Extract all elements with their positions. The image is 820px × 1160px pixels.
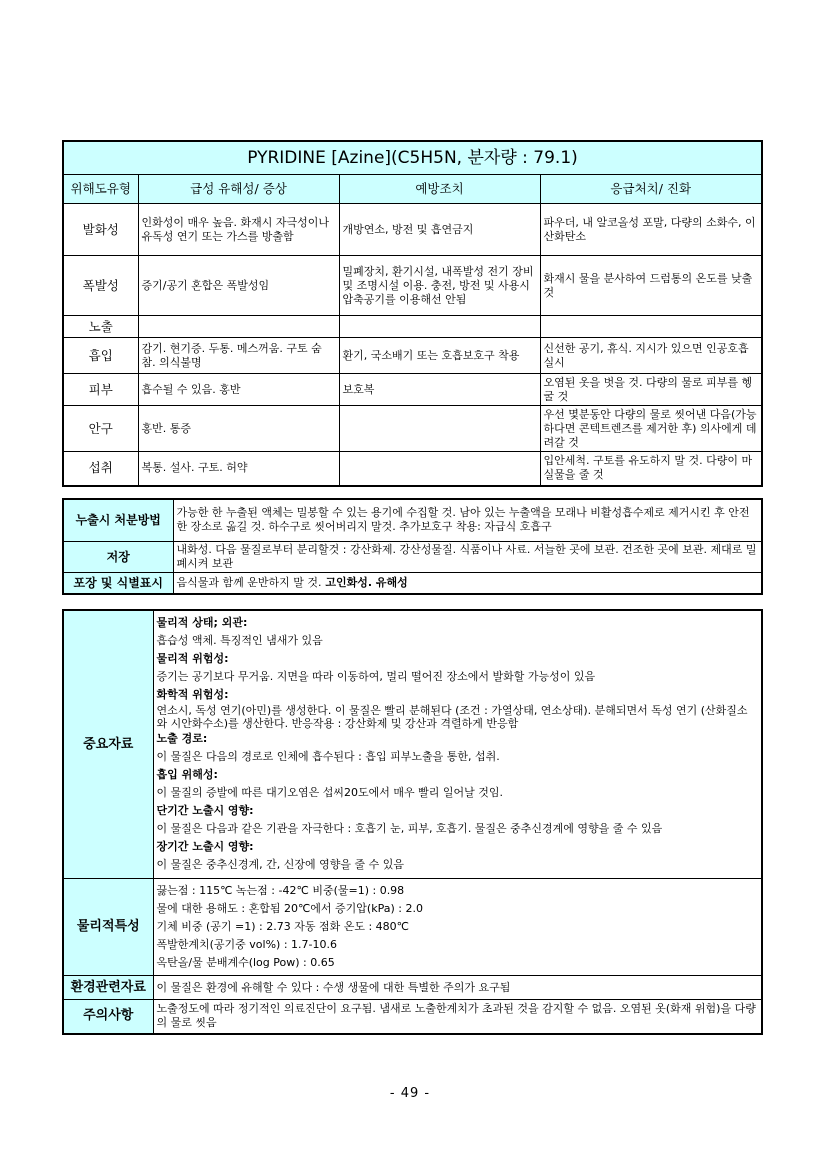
- row-symptom: 증기/공기 혼합은 폭발성임: [138, 256, 339, 316]
- long-term-text: 이 물질은 중추신경계, 간, 신장에 영향을 줄 수 있음: [156, 858, 404, 871]
- table-row: [63, 572, 762, 594]
- row-symptom: 복통. 설사. 구토. 허약: [138, 452, 339, 486]
- packaging-text-plain: 음식물과 함께 운반하지 말 것.: [176, 575, 322, 589]
- table-row: [63, 374, 762, 406]
- chemical-hazard-text: 연소시, 독성 연기(아민)를 생성한다. 이 물질은 빨리 분해된다 (조건 : 가열상태, 연소상태). 분해되면서 독성 연기 (산화질소와 시안화수소)를 생산한다. 반응작용 : 강산화제 및 강산과 격렬하게 반응함: [156, 704, 748, 730]
- packaging-text: [173, 572, 762, 594]
- row-category: 안구: [63, 406, 138, 452]
- packaging-label: 포장 및 식별표시: [63, 572, 173, 594]
- physical-properties-label: 물리적특성: [63, 879, 153, 976]
- row-firstaid: 우선 몇분동안 다량의 물로 씻어낸 다음(가능하다면 콘텍트렌즈를 제거한 후) 의사에게 데려갈 것: [540, 406, 762, 452]
- table-row: [63, 452, 762, 486]
- property-line: 물에 대한 용해도 : 혼합됨 20℃에서 증기압(kPa) : 2.0: [156, 902, 423, 915]
- physical-hazard-text: 증기는 공기보다 무거움. 지면을 따라 이동하여, 멀리 떨어진 장소에서 발화할 가능성이 있음: [156, 670, 596, 683]
- physical-state-heading: 물리적 상태; 외관:: [156, 616, 248, 629]
- row-category: 노출: [63, 316, 138, 338]
- properties-table: [62, 609, 763, 1035]
- property-line: 기체 비중 (공기 =1) : 2.73 자동 점화 온도 : 480℃: [156, 920, 410, 933]
- row-symptom: 흡수될 수 있음. 홍반: [138, 374, 339, 406]
- row-firstaid: 신선한 공기, 휴식. 지시가 있으면 인공호흡 실시: [540, 338, 762, 374]
- environment-text: 이 물질은 환경에 유해할 수 있다 : 수생 생물에 대한 특별한 주의가 요구됨: [153, 976, 762, 1000]
- physical-hazard-heading: 물리적 위험성:: [156, 652, 229, 665]
- row-category: 흡입: [63, 338, 138, 374]
- row-firstaid: 파우더, 내 알코올성 포말, 다량의 소화수, 이산화탄소: [540, 204, 762, 256]
- property-line: 폭발한계치(공기중 vol%) : 1.7-10.6: [156, 938, 337, 951]
- property-line: 끓는점 : 115℃ 녹는점 : -42℃ 비중(물=1) : 0.98: [156, 884, 405, 897]
- row-firstaid: 오염된 옷을 벗을 것. 다량의 물로 피부를 헹굴 것: [540, 374, 762, 406]
- short-term-text: 이 물질은 다음과 같은 기관을 자극한다 : 호흡기 눈, 피부, 호흡기. 물질은 중추신경계에 영향을 줄 수 있음: [156, 822, 663, 835]
- long-term-heading: 장기간 노출시 영향:: [156, 840, 254, 853]
- table-row: [63, 316, 762, 338]
- environment-label: 환경관련자료: [63, 976, 153, 1000]
- table-row: [63, 499, 762, 541]
- caution-text: 노출정도에 따라 정기적인 의료진단이 요구됨. 냄새로 노출한계치가 초과된 것을 감지할 수 없음. 오염된 옷(화재 위험)을 다량의 물로 씻음: [153, 1000, 762, 1034]
- table-row: [63, 406, 762, 452]
- row-symptom: 홍반. 통증: [138, 406, 339, 452]
- important-data-label: 중요자료: [63, 610, 153, 879]
- row-category: 발화성: [63, 204, 138, 256]
- packaging-text-bold: 고인화성. 유해성: [321, 575, 408, 589]
- row-category: 폭발성: [63, 256, 138, 316]
- row-prevention: [339, 406, 540, 452]
- header-symptom: 급성 유해성/ 증상: [138, 175, 339, 204]
- hazard-table-title: PYRIDINE [Azine](C5H5N, 분자량 : 79.1): [63, 141, 762, 175]
- caution-label: 주의사항: [63, 1000, 153, 1034]
- storage-label: 저장: [63, 541, 173, 572]
- hazard-table: [62, 140, 763, 487]
- table-row: [63, 1000, 762, 1034]
- row-prevention: 밀폐장치, 환기시설, 내폭발성 전기 장비 및 조명시설 이용. 충전, 방전 및 사용시 압축공기를 이용해선 안됨: [339, 256, 540, 316]
- exposure-route-heading: 노출 경로:: [156, 732, 208, 745]
- spill-disposal-label: 누출시 처분방법: [63, 499, 173, 541]
- row-symptom: 감기. 현기증. 두통. 메스꺼움. 구토 숨참. 의식불명: [138, 338, 339, 374]
- spill-disposal-text: 가능한 한 누출된 액체는 밀봉할 수 있는 용기에 수집할 것. 남아 있는 누출액을 모래나 비활성흡수제로 제거시킨 후 안전한 장소로 옮길 것. 하수구로 씻어버리지 말것. 추가보호구 착용: 자급식 호흡구: [173, 499, 762, 541]
- row-prevention: 환기, 국소배기 또는 호흡보호구 착용: [339, 338, 540, 374]
- table-row: [63, 541, 762, 572]
- header-hazard-type: 위해도유형: [63, 175, 138, 204]
- row-prevention: 개방연소, 방전 및 흡연금지: [339, 204, 540, 256]
- inhalation-hazard-text: 이 물질의 증발에 따른 대기오염은 섭씨20도에서 매우 빨리 일어날 것임.: [156, 786, 503, 799]
- chemical-hazard-heading: 화학적 위험성:: [156, 688, 229, 701]
- handling-table: [62, 498, 763, 595]
- header-firstaid: 응급처치/ 진화: [540, 175, 762, 204]
- short-term-heading: 단기간 노출시 영향:: [156, 804, 254, 817]
- important-data-content: [153, 610, 762, 879]
- row-symptom: 인화성이 매우 높음. 화재시 자극성이나 유독성 연기 또는 가스를 방출함: [138, 204, 339, 256]
- row-firstaid: 입안세척. 구토를 유도하지 말 것. 다량이 마실물을 줄 것: [540, 452, 762, 486]
- physical-state-text: 흡습성 액체. 특징적인 냄새가 있음: [156, 634, 323, 647]
- table-row: [63, 256, 762, 316]
- table-row: [63, 338, 762, 374]
- row-symptom: [138, 316, 339, 338]
- row-category: 피부: [63, 374, 138, 406]
- header-prevention: 예방조치: [339, 175, 540, 204]
- table-row: [63, 976, 762, 1000]
- storage-text: 내화성. 다음 물질로부터 분리할것 : 강산화제. 강산성물질. 식품이나 사료. 서늘한 곳에 보관. 건조한 곳에 보관. 제대로 밀폐시켜 보관: [173, 541, 762, 572]
- physical-properties-content: [153, 879, 762, 976]
- row-firstaid: [540, 316, 762, 338]
- row-prevention: [339, 452, 540, 486]
- row-prevention: [339, 316, 540, 338]
- inhalation-hazard-heading: 흡입 위해성:: [156, 768, 218, 781]
- page-number: - 49 -: [389, 1086, 431, 1101]
- exposure-route-text: 이 물질은 다음의 경로로 인체에 흡수된다 : 흡입 피부노출을 통한, 섭취.: [156, 750, 500, 763]
- property-line: 옥탄올/물 분배계수(log Pow) : 0.65: [156, 956, 335, 969]
- row-firstaid: 화재시 물을 분사하여 드럼통의 온도를 낮출 것: [540, 256, 762, 316]
- table-row: [63, 610, 762, 879]
- row-prevention: 보호복: [339, 374, 540, 406]
- table-row: [63, 879, 762, 976]
- table-row: [63, 204, 762, 256]
- row-category: 섭취: [63, 452, 138, 486]
